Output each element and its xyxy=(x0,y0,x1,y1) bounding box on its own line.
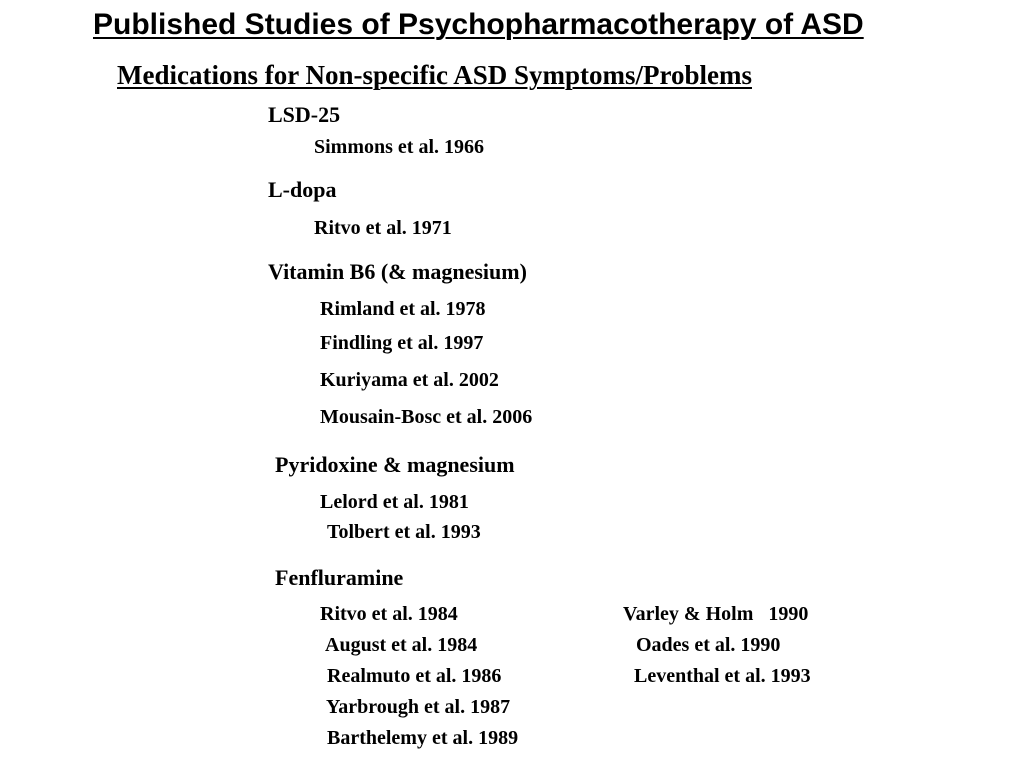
slide-title: Published Studies of Psychopharmacotherapy of ASD xyxy=(93,8,864,41)
study-citation: Rimland et al. 1978 xyxy=(320,298,486,320)
medication-ldopa: L-dopa xyxy=(268,177,337,202)
study-citation: Findling et al. 1997 xyxy=(320,332,484,354)
study-citation: Ritvo et al. 1971 xyxy=(314,217,452,239)
medication-lsd25: LSD-25 xyxy=(268,102,341,127)
study-citation: Realmuto et al. 1986 xyxy=(327,665,502,687)
study-citation: Tolbert et al. 1993 xyxy=(327,521,481,543)
study-citation: Yarbrough et al. 1987 xyxy=(326,696,511,718)
medication-vitamin-b6: Vitamin B6 (& magnesium) xyxy=(268,259,527,284)
study-citation: Barthelemy et al. 1989 xyxy=(327,727,519,749)
study-citation: Ritvo et al. 1984 xyxy=(320,603,458,625)
study-citation: Mousain-Bosc et al. 2006 xyxy=(320,406,533,428)
study-citation: Varley & Holm 1990 xyxy=(623,603,809,625)
medication-fenfluramine: Fenfluramine xyxy=(275,565,404,590)
study-citation: Oades et al. 1990 xyxy=(636,634,781,656)
study-citation: Leventhal et al. 1993 xyxy=(634,665,811,687)
study-citation: Lelord et al. 1981 xyxy=(320,491,469,513)
slide-subtitle: Medications for Non-specific ASD Symptoms/Problems xyxy=(117,60,752,90)
medication-pyridoxine-magnesium: Pyridoxine & magnesium xyxy=(275,452,515,477)
study-citation: Kuriyama et al. 2002 xyxy=(320,369,499,391)
study-citation: Simmons et al. 1966 xyxy=(314,136,484,158)
study-citation: August et al. 1984 xyxy=(325,634,478,656)
